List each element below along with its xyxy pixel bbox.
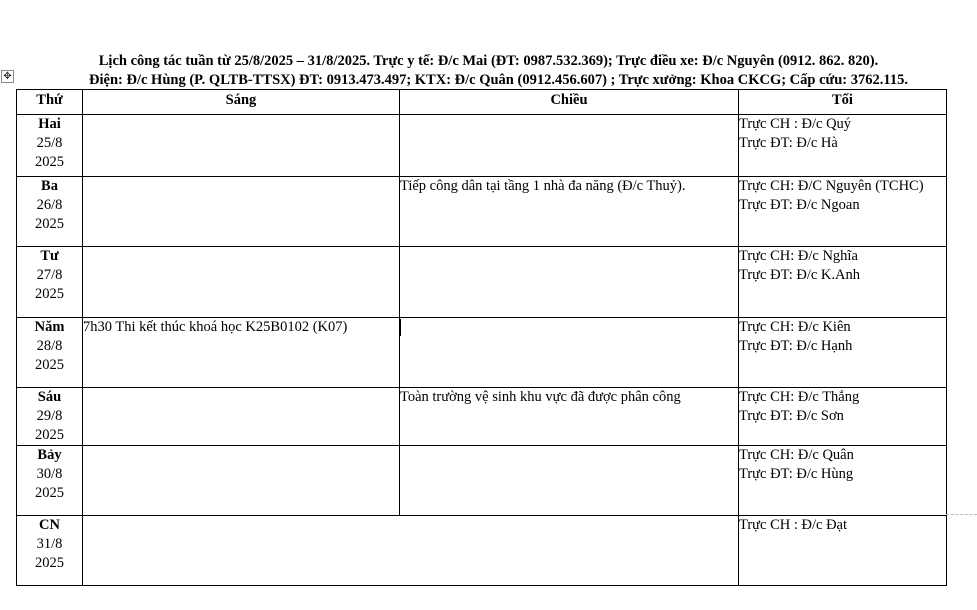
morning-cell[interactable] [83,446,400,516]
evening-cell[interactable] [739,446,947,516]
morning-cell[interactable] [83,177,400,247]
evening-cell[interactable] [739,177,947,247]
morning-cell[interactable]: 7h30 Thi kết thúc khoá học K25B0102 (K07) [83,318,400,388]
day-date: 31/8 [36,536,63,552]
table-row [17,318,947,388]
afternoon-cell[interactable]: Tiếp công dân tại tầng 1 nhà đa năng (Đ/c Thuỷ). [400,177,739,247]
header-line-2: Điện: Đ/c Hùng (P. QLTB-TTSX) ĐT: 0913.473.497; KTX: Đ/c Quân (0912.456.607) ; Trực xưởng: Khoa CKCG; Cấp cứu: 3762.115. [89,72,908,88]
duty-line: Trực CH : Đ/c Quý [739,116,852,132]
table-row [17,516,947,586]
evening-cell[interactable] [739,247,947,318]
morning-cell[interactable] [83,388,400,446]
table-row [17,388,947,446]
duty-line: Trực CH: Đ/c Quân [739,447,854,463]
day-cell[interactable] [17,318,83,388]
column-header-evening: Tối [739,90,947,115]
day-cell[interactable] [17,446,83,516]
duty-line: Trực ĐT: Đ/c Sơn [739,408,844,424]
weekly-schedule-table [16,89,947,586]
evening-cell[interactable] [739,388,947,446]
day-year: 2025 [35,216,64,232]
duty-line: Trực CH: Đ/c Nghĩa [739,248,858,264]
afternoon-cell[interactable] [400,446,739,516]
column-header-morning: Sáng [83,90,400,115]
duty-line: Trực ĐT: Đ/c Hạnh [739,338,853,354]
duty-line: Trực ĐT: Đ/c Hà [739,135,838,151]
header-line-1: Lịch công tác tuần từ 25/8/2025 – 31/8/2025. Trực y tế: Đ/c Mai (ĐT: 0987.532.369); Trực điều xe: Đ/c Nguyên (0912. 862. 820). [98,53,879,69]
day-name: CN [39,517,60,533]
day-year: 2025 [35,555,64,571]
day-date: 27/8 [36,267,63,283]
day-date: 28/8 [36,338,63,354]
table-move-handle-icon[interactable]: ✥ [1,70,14,83]
day-merged-cell[interactable] [83,516,739,586]
duty-line: Trực ĐT: Đ/c Hùng [739,466,854,482]
morning-cell[interactable] [83,115,400,177]
morning-cell[interactable] [83,247,400,318]
day-cell[interactable] [17,516,83,586]
table-row [17,177,947,247]
evening-cell[interactable] [739,115,947,177]
day-cell[interactable] [17,115,83,177]
day-year: 2025 [35,427,64,443]
text-cursor [400,319,401,336]
afternoon-cell[interactable] [400,318,739,388]
section-break-line [946,514,977,515]
day-year: 2025 [35,485,64,501]
afternoon-cell[interactable] [400,247,739,318]
duty-line: Trực ĐT: Đ/c K.Anh [739,267,860,283]
day-name: Tư [40,248,59,264]
schedule-header [0,52,977,90]
day-cell[interactable] [17,177,83,247]
day-year: 2025 [35,357,64,373]
afternoon-cell[interactable] [400,115,739,177]
column-header-day: Thứ [17,90,83,115]
table-row [17,115,947,177]
afternoon-cell[interactable]: Toàn trường vệ sinh khu vực đã được phân công [400,388,739,446]
duty-line: Trực CH: Đ/c Thắng [739,389,860,405]
day-cell[interactable] [17,388,83,446]
duty-line: Trực CH: Đ/c Kiên [739,319,851,335]
day-name: Năm [34,319,65,335]
duty-line: Trực CH : Đ/c Đạt [739,517,848,533]
day-cell[interactable] [17,247,83,318]
day-name: Bảy [37,447,62,463]
evening-cell[interactable] [739,318,947,388]
day-date: 29/8 [36,408,63,424]
duty-line: Trực ĐT: Đ/c Ngoan [739,197,860,213]
day-date: 26/8 [36,197,63,213]
day-date: 30/8 [36,466,63,482]
column-header-afternoon: Chiều [400,90,739,115]
day-date: 25/8 [36,135,63,151]
day-name: Hai [38,116,61,132]
day-year: 2025 [35,154,64,170]
table-header-row [17,90,947,115]
day-name: Ba [41,178,58,194]
table-row [17,446,947,516]
table-row [17,247,947,318]
duty-line: Trực CH: Đ/C Nguyên (TCHC) [739,178,924,194]
day-year: 2025 [35,286,64,302]
day-name: Sáu [37,389,62,405]
evening-cell[interactable] [739,516,947,586]
